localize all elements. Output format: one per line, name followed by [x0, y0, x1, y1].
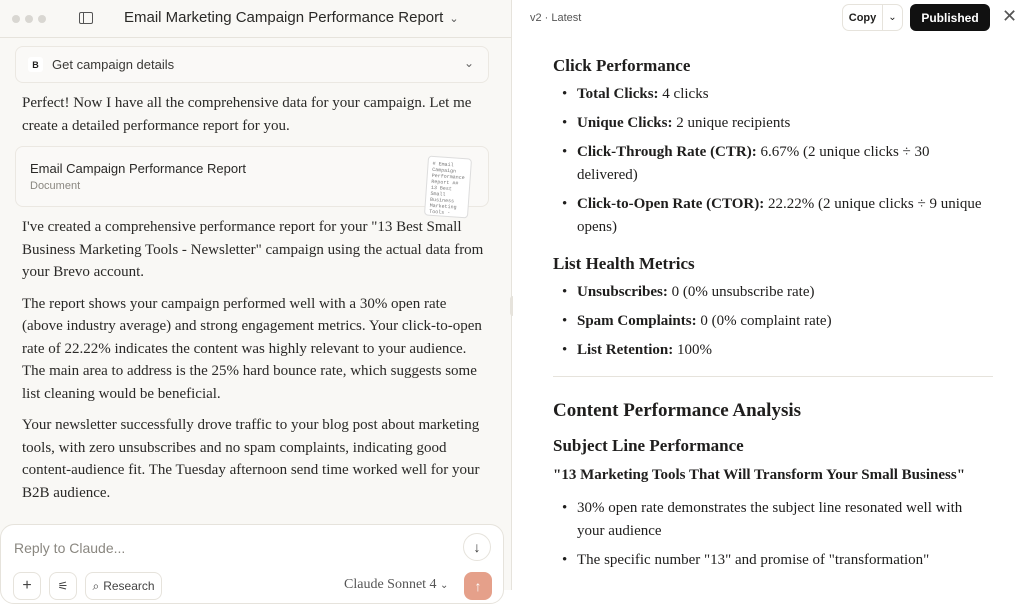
close-icon[interactable]: ✕ — [1002, 6, 1018, 26]
assistant-message: I've created a comprehensive performance report for your "13 Best Small Business Marketing Tools - Newsletter" campaign using the actual data from your Brevo account. — [22, 219, 484, 280]
chat-panel — [0, 0, 512, 594]
chevron-down-icon: ⌄ — [440, 580, 449, 591]
artifact-card[interactable] — [15, 146, 489, 217]
artifact-panel — [513, 0, 1024, 590]
assistant-message: Perfect! Now I have all the comprehensive data for your campaign. Let me create a detailed performance report for you. — [22, 95, 472, 134]
research-icon: ⌕ — [92, 578, 100, 593]
artifact-type: Document — [30, 180, 81, 192]
reply-input[interactable]: Reply to Claude... — [14, 540, 126, 556]
sidebar-toggle-icon[interactable] — [79, 12, 93, 24]
model-selector[interactable]: Claude Sonnet 4 ⌄ — [344, 577, 449, 592]
scroll-down-button[interactable] — [463, 533, 491, 561]
assistant-message: The report shows your campaign performed well with a 30% open rate (above industry average) and strong engagement metrics. Your click-to-open rate of 22.22% indicates the content was highly relevant to your audience. The main area to address is the 25% hard bounce rate, which suggests some list cleaning would be beneficial. — [22, 295, 482, 402]
list-item: • Spam Complaints: 0 (0% complaint rate) — [577, 310, 993, 333]
subsection-heading: Subject Line Performance — [553, 436, 744, 455]
list-item: • Unique Clicks: 2 unique recipients — [577, 112, 993, 135]
arrow-down-icon: ↓ — [473, 539, 481, 555]
conversation-title[interactable]: Email Marketing Campaign Performance Report ⌄ — [124, 9, 459, 26]
subject-line-quote: "13 Marketing Tools That Will Transform Your Small Business" — [553, 467, 966, 483]
document-content — [553, 55, 993, 578]
sliders-icon: ⚟ — [57, 579, 69, 593]
section-heading: Click Performance — [553, 56, 691, 75]
click-metrics-list — [553, 83, 993, 239]
artifact-thumbnail: # Email Campaign Performance Report ## 13 Best Small Business Marketing Tools - — [424, 156, 472, 219]
plus-icon: + — [22, 577, 32, 594]
copy-button[interactable]: Copy — [843, 5, 883, 30]
list-item: • 30% open rate demonstrates the subject line resonated well with your audience — [577, 497, 993, 543]
chevron-down-icon: ⌄ — [463, 56, 474, 70]
list-item: • Click-Through Rate (CTR): 6.67% (2 unique clicks ÷ 30 delivered) — [577, 141, 993, 187]
published-button[interactable]: Published — [910, 4, 990, 31]
list-item: • Click-to-Open Rate (CTOR): 22.22% (2 unique clicks ÷ 9 unique opens) — [577, 193, 993, 239]
section-heading: List Health Metrics — [553, 254, 695, 273]
version-selector[interactable]: v2 · Latest — [530, 12, 582, 24]
send-button[interactable] — [464, 572, 492, 600]
artifact-toolbar — [513, 0, 1024, 36]
copy-button-group — [842, 4, 903, 31]
composer — [0, 524, 504, 604]
chat-header — [0, 0, 511, 38]
assistant-message: Your newsletter successfully drove traffic to your blog post about marketing tools, with zero unsubscribes and no spam complaints, indicating good content-audience fit. The Tuesday afternoon send time worked well for your B2B audience. — [22, 417, 480, 501]
window-controls[interactable] — [12, 15, 46, 23]
tool-call-label: Get campaign details — [52, 57, 175, 72]
tools-button[interactable] — [49, 572, 77, 600]
section-heading: Content Performance Analysis — [553, 400, 802, 421]
list-item: • The specific number "13" and promise of "transformation" — [577, 549, 993, 572]
divider — [553, 376, 993, 377]
add-button[interactable] — [13, 572, 41, 600]
brevo-icon: B — [28, 57, 43, 72]
chat-messages — [15, 46, 489, 504]
subject-line-list — [553, 497, 993, 572]
research-button[interactable]: ⌕ Research — [85, 572, 162, 600]
arrow-up-icon: ↑ — [474, 578, 482, 594]
copy-options-chevron-icon[interactable]: ⌄ — [888, 12, 897, 23]
list-item: • Total Clicks: 4 clicks — [577, 83, 993, 106]
list-health-list — [553, 281, 993, 362]
list-item: • Unsubscribes: 0 (0% unsubscribe rate) — [577, 281, 993, 304]
chevron-down-icon: ⌄ — [449, 13, 459, 25]
artifact-title: Email Campaign Performance Report — [30, 161, 247, 176]
tool-call-block[interactable] — [15, 46, 489, 83]
list-item: • List Retention: 100% — [577, 339, 993, 362]
